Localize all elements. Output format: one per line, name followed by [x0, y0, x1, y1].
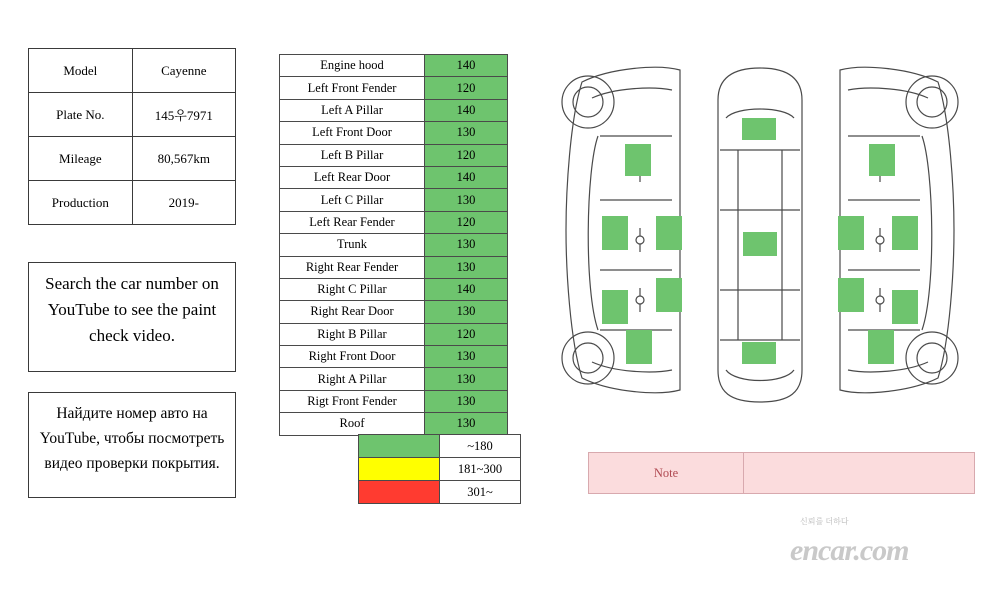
info-key-plate: Plate No. — [29, 93, 133, 137]
table-row — [280, 234, 508, 256]
info-value-production: 2019- — [132, 181, 235, 225]
table-row — [280, 323, 508, 345]
table-row — [280, 368, 508, 390]
part-label: Right Front Door — [280, 346, 425, 368]
note-table — [588, 452, 975, 494]
table-row — [29, 137, 236, 181]
part-label: Left Front Fender — [280, 77, 425, 99]
table-row — [280, 278, 508, 300]
measurement-markers — [602, 118, 918, 364]
legend-swatch-green — [359, 435, 440, 458]
part-value: 130 — [425, 368, 508, 390]
part-value: 130 — [425, 256, 508, 278]
part-value: 140 — [425, 99, 508, 121]
part-label: Right Rear Fender — [280, 256, 425, 278]
part-label: Right B Pillar — [280, 323, 425, 345]
table-row — [29, 93, 236, 137]
legend-table — [358, 434, 521, 504]
part-label: Roof — [280, 413, 425, 435]
legend-label-yellow: 181~300 — [440, 458, 521, 481]
table-row — [29, 181, 236, 225]
part-label: Left Rear Fender — [280, 211, 425, 233]
part-value: 130 — [425, 346, 508, 368]
part-value: 120 — [425, 77, 508, 99]
info-key-production: Production — [29, 181, 133, 225]
legend-label-red: 301~ — [440, 481, 521, 504]
vehicle-info-table — [28, 48, 236, 225]
part-label: Right Rear Door — [280, 301, 425, 323]
part-value: 130 — [425, 234, 508, 256]
part-label: Left Rear Door — [280, 166, 425, 188]
part-value: 120 — [425, 144, 508, 166]
part-value: 130 — [425, 390, 508, 412]
info-key-mileage: Mileage — [29, 137, 133, 181]
table-row — [280, 189, 508, 211]
part-value: 130 — [425, 301, 508, 323]
part-label: Right C Pillar — [280, 278, 425, 300]
part-value: 130 — [425, 122, 508, 144]
part-label: Left B Pillar — [280, 144, 425, 166]
note-value[interactable] — [744, 453, 975, 494]
table-row — [280, 390, 508, 412]
legend-swatch-yellow — [359, 458, 440, 481]
table-row — [280, 99, 508, 121]
table-row — [29, 49, 236, 93]
table-row — [280, 144, 508, 166]
youtube-notice-english: Search the car number on YouTube to see the paint check video. — [28, 262, 236, 372]
paint-thickness-table — [279, 54, 508, 436]
car-diagram — [540, 40, 980, 430]
info-value-model: Cayenne — [132, 49, 235, 93]
part-label: Left A Pillar — [280, 99, 425, 121]
table-row — [280, 256, 508, 278]
part-label: Left C Pillar — [280, 189, 425, 211]
part-value: 130 — [425, 413, 508, 435]
table-row — [280, 122, 508, 144]
table-row — [280, 77, 508, 99]
info-value-mileage: 80,567km — [132, 137, 235, 181]
note-label: Note — [589, 453, 744, 494]
part-label: Left Front Door — [280, 122, 425, 144]
table-row — [280, 211, 508, 233]
table-row — [280, 55, 508, 77]
youtube-notice-russian: Найдите номер авто на YouTube, чтобы посмотреть видео проверки покрытия. — [28, 392, 236, 498]
table-row — [589, 453, 975, 494]
table-row — [280, 166, 508, 188]
part-label: Rigt Front Fender — [280, 390, 425, 412]
info-key-model: Model — [29, 49, 133, 93]
encar-slogan: 신뢰를 더하다 — [800, 517, 849, 526]
part-value: 130 — [425, 189, 508, 211]
table-row — [280, 413, 508, 435]
table-row — [280, 346, 508, 368]
part-value: 140 — [425, 166, 508, 188]
info-value-plate: 145우7971 — [132, 93, 235, 137]
table-row — [280, 301, 508, 323]
part-value: 140 — [425, 278, 508, 300]
part-label: Engine hood — [280, 55, 425, 77]
part-value: 140 — [425, 55, 508, 77]
legend-row — [359, 458, 521, 481]
legend-row — [359, 481, 521, 504]
part-label: Trunk — [280, 234, 425, 256]
legend-row — [359, 435, 521, 458]
legend-swatch-red — [359, 481, 440, 504]
encar-logo: encar.com — [790, 534, 909, 567]
part-value: 120 — [425, 211, 508, 233]
part-value: 120 — [425, 323, 508, 345]
part-label: Right A Pillar — [280, 368, 425, 390]
legend-label-green: ~180 — [440, 435, 521, 458]
